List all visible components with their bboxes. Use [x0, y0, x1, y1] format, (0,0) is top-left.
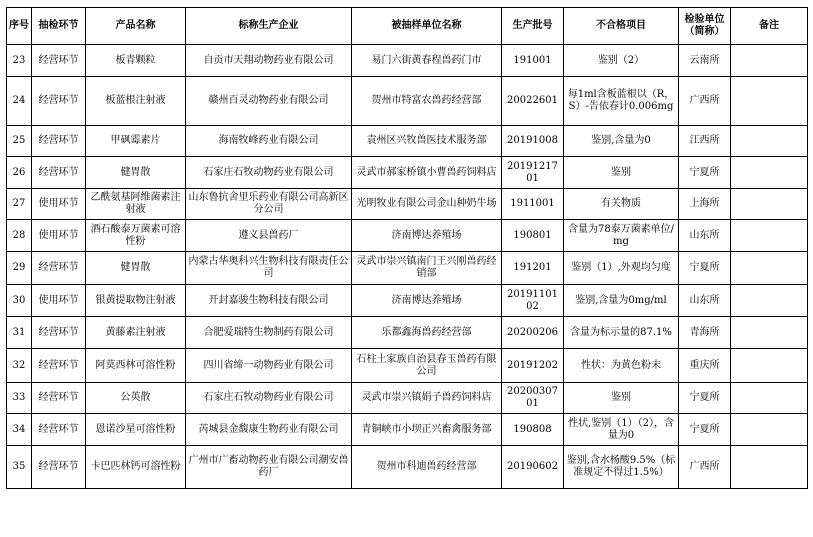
cell-stage: 经营环节: [32, 414, 86, 446]
table-row: [7, 317, 808, 349]
header-stage: 抽检环节: [32, 8, 86, 45]
table-row: [7, 252, 808, 285]
cell-note: [731, 126, 808, 157]
cell-sampled-unit: 青铜峡市小坝正兴畜禽服务部: [352, 414, 502, 446]
cell-stage: 经营环节: [32, 252, 86, 285]
cell-stage: 经营环节: [32, 317, 86, 349]
cell-sampled-unit: 乐都鑫海兽药经营部: [352, 317, 502, 349]
cell-batch: 20191202: [502, 349, 564, 383]
cell-note: [731, 157, 808, 189]
cell-seq: 33: [7, 383, 32, 414]
table-row: [7, 77, 808, 126]
cell-defect: 含量为标示量的87.1%: [564, 317, 679, 349]
header-manufacturer: 标称生产企业: [186, 8, 352, 45]
cell-sampled-unit: 石柱土家族自治县春玉兽药有限公司: [352, 349, 502, 383]
header-note: 备注: [731, 8, 808, 45]
cell-note: [731, 414, 808, 446]
cell-note: [731, 349, 808, 383]
cell-stage: 经营环节: [32, 349, 86, 383]
cell-seq: 35: [7, 446, 32, 489]
cell-product: 卡巴匹林钙可溶性粉: [86, 446, 186, 489]
cell-lab: 山东所: [679, 220, 731, 252]
cell-batch: 20190602: [502, 446, 564, 489]
cell-seq: 27: [7, 189, 32, 220]
cell-lab: 云南所: [679, 45, 731, 77]
cell-manufacturer: 石家庄石牧动物药业有限公司: [186, 157, 352, 189]
cell-batch: 1911001: [502, 189, 564, 220]
cell-stage: 使用环节: [32, 285, 86, 317]
cell-product: 公英散: [86, 383, 186, 414]
cell-product: 板蓝根注射液: [86, 77, 186, 126]
cell-note: [731, 77, 808, 126]
cell-batch: 20022601: [502, 77, 564, 126]
table-row: [7, 446, 808, 489]
table-row: [7, 157, 808, 189]
cell-manufacturer: 芮城县金馥康生物药业有限公司: [186, 414, 352, 446]
cell-lab: 宁夏所: [679, 414, 731, 446]
cell-product: 黄藤素注射液: [86, 317, 186, 349]
cell-sampled-unit: 贺州市特富农兽药经营部: [352, 77, 502, 126]
cell-manufacturer: 山东鲁抗舍里乐药业有限公司高新区分公司: [186, 189, 352, 220]
cell-manufacturer: 开封嘉骏生物科技有限公司: [186, 285, 352, 317]
cell-product: 银黄提取物注射液: [86, 285, 186, 317]
cell-note: [731, 446, 808, 489]
cell-defect: 鉴别,含水杨酸9.5%（标准规定不得过1.5%）: [564, 446, 679, 489]
cell-note: [731, 317, 808, 349]
cell-sampled-unit: 济南博达养殖场: [352, 220, 502, 252]
header-seq: 序号: [7, 8, 32, 45]
cell-lab: 宁夏所: [679, 383, 731, 414]
cell-product: 乙酰氨基阿维菌素注射液: [86, 189, 186, 220]
cell-batch: 191201: [502, 252, 564, 285]
table-row: [7, 414, 808, 446]
cell-lab: 青海所: [679, 317, 731, 349]
cell-defect: 鉴别（1）,外观均匀度: [564, 252, 679, 285]
cell-seq: 29: [7, 252, 32, 285]
cell-defect: 鉴别,含量为0mg/ml: [564, 285, 679, 317]
table-row: [7, 383, 808, 414]
cell-lab: 重庆所: [679, 349, 731, 383]
cell-defect: 含量为78泰万菌素单位/mg: [564, 220, 679, 252]
cell-defect: 性状,鉴别（1）（2），含量为0: [564, 414, 679, 446]
cell-lab: 广西所: [679, 446, 731, 489]
cell-stage: 经营环节: [32, 45, 86, 77]
cell-seq: 24: [7, 77, 32, 126]
cell-seq: 26: [7, 157, 32, 189]
table-body: [7, 45, 808, 489]
cell-product: 酒石酸泰万菌素可溶性粉: [86, 220, 186, 252]
cell-lab: 宁夏所: [679, 157, 731, 189]
cell-stage: 经营环节: [32, 157, 86, 189]
cell-stage: 经营环节: [32, 383, 86, 414]
header-batch: 生产批号: [502, 8, 564, 45]
cell-manufacturer: 自贡市天翔动物药业有限公司: [186, 45, 352, 77]
cell-batch: 2019121701: [502, 157, 564, 189]
cell-stage: 经营环节: [32, 126, 86, 157]
cell-defect: 鉴别,含量为0: [564, 126, 679, 157]
cell-seq: 31: [7, 317, 32, 349]
cell-note: [731, 252, 808, 285]
cell-sampled-unit: 袁州区兴牧兽医技术服务部: [352, 126, 502, 157]
cell-stage: 使用环节: [32, 220, 86, 252]
cell-lab: 上海所: [679, 189, 731, 220]
cell-defect: 鉴别: [564, 157, 679, 189]
table-row: [7, 45, 808, 77]
cell-note: [731, 383, 808, 414]
cell-manufacturer: 石家庄石牧动物药业有限公司: [186, 383, 352, 414]
cell-defect: 鉴别: [564, 383, 679, 414]
cell-manufacturer: 内蒙古华奥科兴生物科技有限责任公司: [186, 252, 352, 285]
cell-product: 恩诺沙星可溶性粉: [86, 414, 186, 446]
cell-product: 健胃散: [86, 157, 186, 189]
cell-stage: 经营环节: [32, 446, 86, 489]
header-lab: 检验单位（简称）: [679, 8, 731, 45]
cell-batch: 191001: [502, 45, 564, 77]
header-product: 产品名称: [86, 8, 186, 45]
cell-seq: 23: [7, 45, 32, 77]
table-row: [7, 189, 808, 220]
cell-sampled-unit: 济南博达养殖场: [352, 285, 502, 317]
cell-note: [731, 285, 808, 317]
cell-sampled-unit: 易门六街黄春程兽药门市: [352, 45, 502, 77]
report-page: [6, 7, 807, 489]
cell-note: [731, 189, 808, 220]
inspection-table: [6, 7, 808, 489]
cell-manufacturer: 合肥爱瑞特生物制药有限公司: [186, 317, 352, 349]
table-row: [7, 126, 808, 157]
cell-manufacturer: 海南牧峰药业有限公司: [186, 126, 352, 157]
cell-batch: 190808: [502, 414, 564, 446]
table-row: [7, 220, 808, 252]
cell-batch: 2020030701: [502, 383, 564, 414]
cell-lab: 山东所: [679, 285, 731, 317]
cell-sampled-unit: 贺州市科迪兽药经营部: [352, 446, 502, 489]
cell-product: 板青颗粒: [86, 45, 186, 77]
header-defect: 不合格项目: [564, 8, 679, 45]
cell-defect: 性状：为黄色粉末: [564, 349, 679, 383]
cell-lab: 广西所: [679, 77, 731, 126]
cell-sampled-unit: 灵武市崇兴镇南门王兴刚兽药经销部: [352, 252, 502, 285]
cell-batch: 20191008: [502, 126, 564, 157]
cell-manufacturer: 遵义县兽药厂: [186, 220, 352, 252]
cell-batch: 20200206: [502, 317, 564, 349]
cell-seq: 32: [7, 349, 32, 383]
cell-defect: 鉴别（2）: [564, 45, 679, 77]
table-row: [7, 285, 808, 317]
cell-defect: 有关物质: [564, 189, 679, 220]
cell-sampled-unit: 灵武市崇兴镇娟子兽药饲料店: [352, 383, 502, 414]
cell-batch: 190801: [502, 220, 564, 252]
cell-seq: 28: [7, 220, 32, 252]
cell-product: 健胃散: [86, 252, 186, 285]
cell-defect: 每1ml含板蓝根以（R，S）-告依春计0.006mg: [564, 77, 679, 126]
cell-seq: 34: [7, 414, 32, 446]
cell-lab: 江西所: [679, 126, 731, 157]
cell-note: [731, 220, 808, 252]
table-header: [7, 8, 808, 45]
cell-manufacturer: 四川省缔一动物药业有限公司: [186, 349, 352, 383]
cell-stage: 使用环节: [32, 189, 86, 220]
cell-sampled-unit: 光明牧业有限公司金山种奶牛场: [352, 189, 502, 220]
cell-product: 阿莫西林可溶性粉: [86, 349, 186, 383]
cell-manufacturer: 赣州百灵动物药业有限公司: [186, 77, 352, 126]
cell-seq: 25: [7, 126, 32, 157]
cell-lab: 宁夏所: [679, 252, 731, 285]
cell-sampled-unit: 灵武市郝家桥镇小曹兽药饲料店: [352, 157, 502, 189]
cell-stage: 经营环节: [32, 77, 86, 126]
header-sampled-unit: 被抽样单位名称: [352, 8, 502, 45]
cell-manufacturer: 广州市广畜动物药业有限公司潮安兽药厂: [186, 446, 352, 489]
cell-note: [731, 45, 808, 77]
cell-batch: 2019110102: [502, 285, 564, 317]
cell-product: 甲砜霉素片: [86, 126, 186, 157]
table-row: [7, 349, 808, 383]
cell-seq: 30: [7, 285, 32, 317]
